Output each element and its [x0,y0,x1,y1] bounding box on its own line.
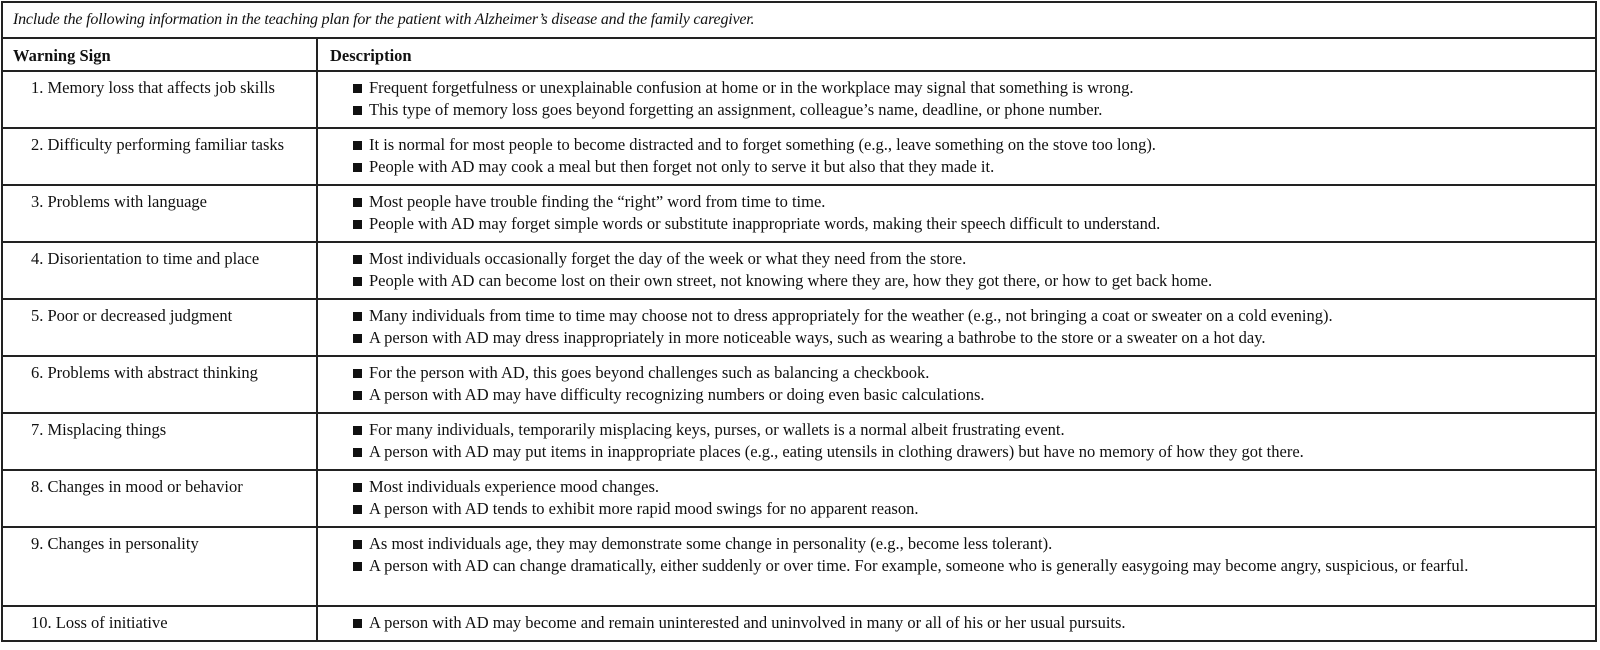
description-cell [318,300,1595,355]
bullet-item [353,270,1587,292]
square-bullet-icon [353,141,362,150]
bullet-text: Most people have trouble finding the “right” word from time to time. [369,192,826,211]
table-row [3,414,1595,471]
square-bullet-icon [353,198,362,207]
bullet-text: A person with AD tends to exhibit more rapid mood swings for no apparent reason. [369,499,919,518]
square-bullet-icon [353,391,362,400]
square-bullet-icon [353,619,362,628]
description-cell [318,471,1595,526]
header-warning-sign: Warning Sign [3,39,318,70]
bullet-item [353,305,1587,327]
warning-sign-cell: 4. Disorientation to time and place [3,243,318,298]
description-cell [318,243,1595,298]
table-caption: Include the following information in the teaching plan for the patient with Alzheimer’s disease and the family caregiver. [3,3,1595,39]
bullet-item [353,384,1587,406]
warning-sign-cell: 3. Problems with language [3,186,318,241]
bullet-text: For many individuals, temporarily misplacing keys, purses, or wallets is a normal albeit frustrating event. [369,420,1065,439]
square-bullet-icon [353,540,362,549]
table-row [3,357,1595,414]
description-cell [318,414,1595,469]
bullet-text: People with AD may cook a meal but then forget not only to serve it but also that they made it. [369,157,995,176]
table-row [3,300,1595,357]
description-cell [318,357,1595,412]
bullet-item [353,612,1587,634]
square-bullet-icon [353,84,362,93]
warning-sign-cell: 2. Difficulty performing familiar tasks [3,129,318,184]
bullet-text: A person with AD may dress inappropriately in more noticeable ways, such as wearing a bathrobe to the store or a sweater on a hot day. [369,328,1266,347]
bullet-item [353,533,1587,555]
bullet-item [353,441,1587,463]
description-cell [318,186,1595,241]
square-bullet-icon [353,163,362,172]
table-row [3,243,1595,300]
bullet-item [353,327,1587,349]
bullet-text: People with AD may forget simple words or substitute inappropriate words, making their speech difficult to understand. [369,214,1161,233]
description-cell [318,607,1595,640]
bullet-item [353,498,1587,520]
square-bullet-icon [353,106,362,115]
description-cell [318,72,1595,127]
warning-sign-cell: 9. Changes in personality [3,528,318,605]
warning-sign-cell: 8. Changes in mood or behavior [3,471,318,526]
bullet-text: Frequent forgetfulness or unexplainable confusion at home or in the workplace may signal that something is wrong. [369,78,1134,97]
table-row [3,528,1595,607]
table-row [3,607,1595,640]
header-row [3,39,1595,72]
square-bullet-icon [353,448,362,457]
bullet-item [353,213,1587,235]
bullet-text: As most individuals age, they may demonstrate some change in personality (e.g., become less tolerant). [369,534,1053,553]
bullet-item [353,362,1587,384]
bullet-text: For the person with AD, this goes beyond challenges such as balancing a checkbook. [369,363,930,382]
bullet-text: People with AD can become lost on their own street, not knowing where they are, how they got there, or how to get back home. [369,271,1213,290]
bullet-item [353,134,1587,156]
square-bullet-icon [353,277,362,286]
warning-sign-cell: 6. Problems with abstract thinking [3,357,318,412]
bullet-text: A person with AD may put items in inappropriate places (e.g., eating utensils in clothing drawers) but have no memory of how they got there. [369,442,1304,461]
table-row [3,72,1595,129]
square-bullet-icon [353,562,362,571]
bullet-text: Most individuals experience mood changes. [369,477,660,496]
square-bullet-icon [353,369,362,378]
bullet-item [353,555,1587,577]
table-row [3,129,1595,186]
square-bullet-icon [353,426,362,435]
bullet-text: It is normal for most people to become distracted and to forget something (e.g., leave something on the stove too long). [369,135,1156,154]
table-row [3,186,1595,243]
bullet-item [353,191,1587,213]
warning-signs-table [1,1,1597,642]
bullet-text: This type of memory loss goes beyond forgetting an assignment, colleague’s name, deadline, or phone number. [369,100,1103,119]
bullet-item [353,99,1587,121]
square-bullet-icon [353,220,362,229]
bullet-item [353,419,1587,441]
square-bullet-icon [353,505,362,514]
bullet-item [353,77,1587,99]
warning-sign-cell: 1. Memory loss that affects job skills [3,72,318,127]
square-bullet-icon [353,334,362,343]
table-row [3,471,1595,528]
bullet-item [353,156,1587,178]
warning-sign-cell: 10. Loss of initiative [3,607,318,640]
square-bullet-icon [353,483,362,492]
description-cell [318,129,1595,184]
square-bullet-icon [353,312,362,321]
bullet-text: A person with AD can change dramatically, either suddenly or over time. For example, someone who is generally easygoing may become angry, suspicious, or fearful. [369,556,1469,575]
warning-sign-cell: 7. Misplacing things [3,414,318,469]
bullet-text: A person with AD may become and remain uninterested and uninvolved in many or all of his or her usual pursuits. [369,613,1126,632]
bullet-item [353,476,1587,498]
bullet-text: Most individuals occasionally forget the day of the week or what they need from the store. [369,249,967,268]
bullet-text: A person with AD may have difficulty recognizing numbers or doing even basic calculations. [369,385,985,404]
header-description: Description [330,46,412,65]
warning-sign-cell: 5. Poor or decreased judgment [3,300,318,355]
bullet-text: Many individuals from time to time may choose not to dress appropriately for the weather (e.g., not bringing a coat or sweater on a cold evening). [369,306,1333,325]
square-bullet-icon [353,255,362,264]
description-cell [318,528,1595,605]
bullet-item [353,248,1587,270]
